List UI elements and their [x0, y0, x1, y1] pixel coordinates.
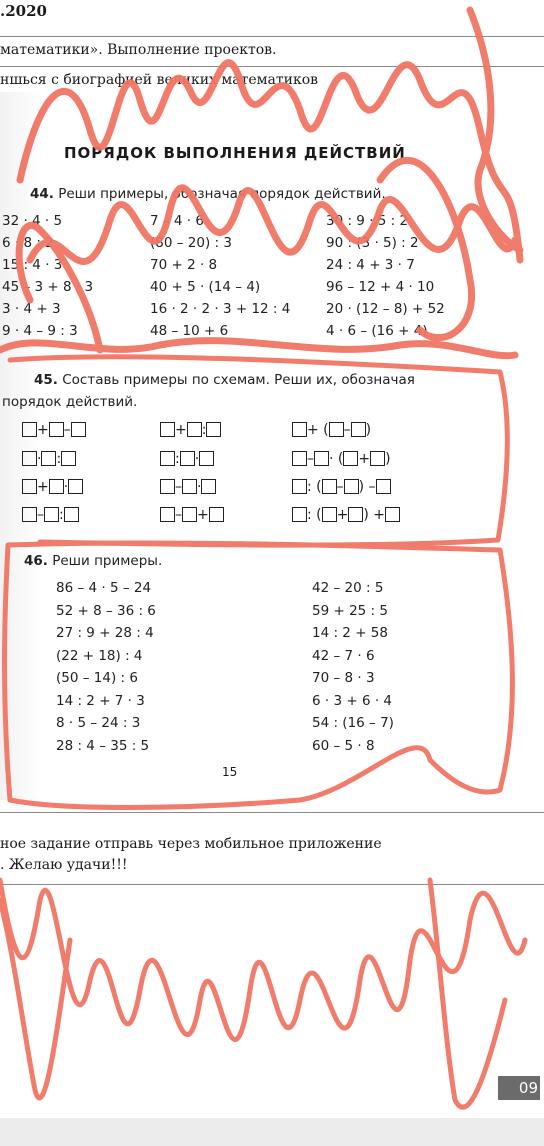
example: 48 – 10 + 6: [150, 323, 229, 339]
header-line-1: математики». Выполнение проектов.: [0, 42, 277, 58]
example: 52 + 8 – 36 : 6: [56, 602, 156, 619]
task-44-col-2: [150, 210, 290, 342]
example: 90 : (3 · 5) : 2: [326, 235, 419, 251]
footer-line-1: ное задание отправь через мобильное приложение: [0, 836, 382, 852]
example: 16 · 2 · 2 · 3 + 12 : 4: [150, 301, 291, 317]
schema-row: : ( + ) +: [292, 507, 400, 523]
example: 20 · (12 – 8) + 52: [326, 301, 445, 317]
schema-row: : ·: [160, 451, 214, 467]
header-line-2: ншься с биографией великих математиков: [0, 72, 319, 88]
schema-row: + –: [22, 422, 86, 438]
schema-row: + :: [160, 422, 221, 438]
task-text: Составь примеры по схемам. Реши их, обозначая: [62, 372, 415, 388]
page-number: 15: [222, 765, 238, 779]
example: 86 – 4 · 5 – 24: [56, 580, 152, 596]
example: 14 : 2 + 7 · 3: [56, 692, 145, 709]
example: 3 · 4 + 3: [2, 301, 61, 317]
example: 59 + 25 : 5: [312, 602, 388, 619]
example: 27 : 9 + 28 : 4: [56, 625, 154, 641]
task-number: 44.: [30, 186, 54, 202]
task-number: 45.: [34, 372, 58, 388]
example: (80 – 20) : 3: [150, 235, 232, 251]
task-44-heading: [30, 186, 386, 202]
task-text: Реши примеры, обозначая порядок действий.: [58, 186, 386, 202]
example: 4 · 6 – (16 + 4): [326, 323, 428, 339]
example: (22 + 18) : 4: [56, 647, 143, 664]
example: 42 – 20 : 5: [312, 580, 384, 596]
example: 70 + 2 · 8: [150, 257, 218, 273]
schema-row: · :: [22, 451, 76, 467]
schema-row: – :: [22, 507, 79, 523]
schema-row: + ·: [22, 479, 83, 495]
example: 96 – 12 + 4 · 10: [326, 279, 435, 295]
bottom-bar: [0, 1118, 544, 1146]
task-number: 46.: [24, 553, 48, 569]
example: 9 · 4 – 9 : 3: [2, 323, 78, 339]
task-46-col-right: [312, 577, 394, 757]
task-45-heading-cont: порядок действий.: [2, 394, 138, 410]
example: 30 : 9 · 5 : 2: [326, 213, 409, 229]
example: 15 : 4 · 3: [2, 257, 63, 273]
example: 7 – 4 · 6: [150, 213, 204, 229]
task-46-heading: [24, 553, 162, 569]
example: 14 : 2 + 58: [312, 625, 388, 641]
corner-number: 09: [498, 1076, 540, 1100]
schema-row: – · ( + ): [292, 451, 391, 467]
example: 40 + 5 · (14 – 4): [150, 279, 261, 295]
example: 6 · 3 + 6 · 4: [312, 692, 392, 709]
example: 6 · 8 : 2: [2, 235, 54, 251]
schema-row: – ·: [160, 479, 216, 495]
divider: [0, 884, 544, 885]
schema-row: – +: [160, 507, 224, 523]
example: 42 – 7 · 6: [312, 647, 375, 664]
footer-line-2: . Желаю удачи!!!: [0, 857, 128, 873]
task-44-col-1: [2, 210, 93, 342]
task-44-col-3: [326, 210, 445, 342]
example: 32 · 4 · 5: [2, 213, 63, 229]
example: (50 – 14) : 6: [56, 670, 138, 686]
divider: [0, 36, 544, 37]
example: 60 – 5 · 8: [312, 737, 375, 754]
divider: [0, 812, 544, 813]
example: 54 : (16 – 7): [312, 715, 394, 731]
example: 45 – 3 + 8 · 3: [2, 279, 94, 295]
header-date: .2020: [0, 2, 47, 20]
section-title: ПОРЯДОК ВЫПОЛНЕНИЯ ДЕЙСТВИЙ: [64, 144, 406, 162]
example: 8 · 5 – 24 : 3: [56, 715, 141, 731]
example: 24 : 4 + 3 · 7: [326, 257, 415, 273]
example: 28 : 4 – 35 : 5: [56, 737, 150, 754]
example: 70 – 8 · 3: [312, 670, 375, 686]
schema-row: : ( – ) –: [292, 479, 391, 495]
task-text: Реши примеры.: [52, 553, 163, 569]
divider: [0, 66, 544, 67]
task-46-col-left: [56, 577, 156, 757]
schema-row: + ( – ): [292, 422, 371, 438]
task-45-heading: [34, 372, 415, 388]
